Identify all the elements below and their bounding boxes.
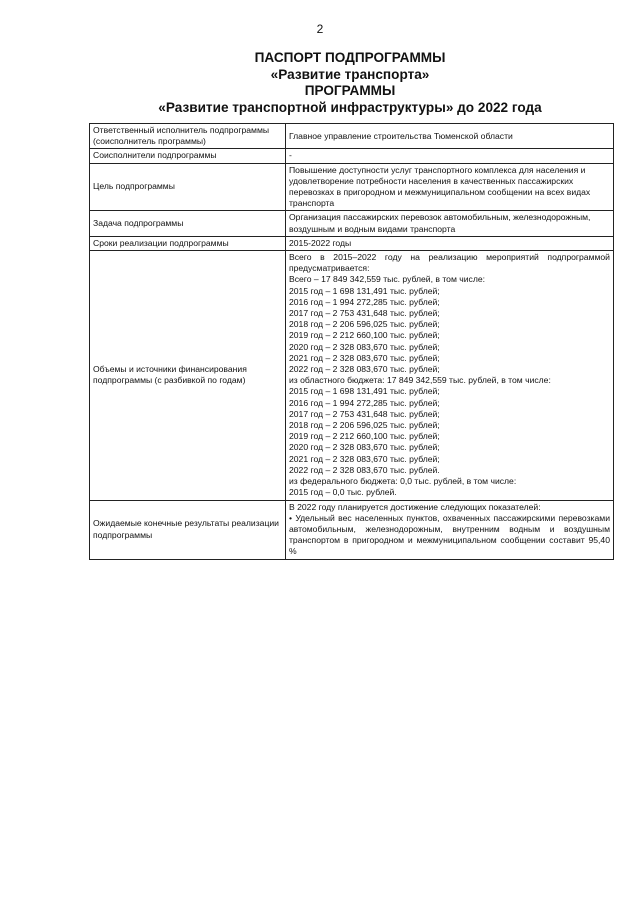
row-goal — [90, 163, 614, 211]
terms-value: 2015-2022 годы — [286, 236, 614, 250]
task-label: Задача подпрограммы — [90, 211, 286, 236]
executor-value: Главное управление строительства Тюменской области — [286, 124, 614, 149]
goal-value: Повышение доступности услуг транспортного комплекса для населения и удовлетворение потребности населения в качественных пассажирских перевозках в пригородном и межмуниципальном сообщении на всех видах транспорта — [286, 163, 614, 211]
document-title — [0, 50, 640, 116]
funding-total-year-2015: 2015 год – 1 698 131,491 тыс. рублей; — [289, 285, 440, 296]
results-intro: В 2022 году планируется достижение следующих показателей: — [289, 501, 541, 512]
funding-value — [286, 251, 614, 500]
title-line-2: «Развитие транспорта» — [270, 66, 430, 82]
funding-regional-year-2022: 2022 год – 2 328 083,670 тыс. рублей. — [289, 464, 440, 475]
results-bullet: • Удельный вес населенных пунктов, охваченных пассажирскими перевозками автомобильным, железнодорожным, внутренним водным и воздушным транспортом в пригородном и межмуниципальном сообщении составит 95,40 % — [289, 512, 610, 557]
funding-regional-year-2020: 2020 год – 2 328 083,670 тыс. рублей; — [289, 442, 440, 453]
funding-regional-year-2021: 2021 год – 2 328 083,670 тыс. рублей; — [289, 453, 440, 464]
row-funding — [90, 251, 614, 500]
funding-total-year-2016: 2016 год – 1 994 272,285 тыс. рублей; — [289, 296, 440, 307]
funding-regional-year-2016: 2016 год – 1 994 272,285 тыс. рублей; — [289, 397, 440, 408]
passport-table — [89, 123, 614, 560]
coexecutors-label: Соисполнители подпрограммы — [90, 149, 286, 163]
executor-label: Ответственный исполнитель подпрограммы (соисполнитель программы) — [90, 124, 286, 149]
goal-label: Цель подпрограммы — [90, 163, 286, 211]
row-task — [90, 211, 614, 236]
funding-regional-year-2018: 2018 год – 2 206 596,025 тыс. рублей; — [289, 420, 440, 431]
results-value — [286, 500, 614, 559]
funding-federal: из федерального бюджета: 0,0 тыс. рублей, в том числе: — [289, 476, 517, 487]
title-line-3: ПРОГРАММЫ — [304, 83, 396, 98]
funding-federal-year-2015: 2015 год – 0,0 тыс. рублей. — [289, 487, 397, 498]
title-line-1: ПАСПОРТ ПОДПРОГРАММЫ — [254, 50, 446, 65]
page-number: 2 — [316, 22, 324, 36]
title-line-4: «Развитие транспортной инфраструктуры» до 2022 года — [158, 99, 542, 115]
funding-total-year-2019: 2019 год – 2 212 660,100 тыс. рублей; — [289, 330, 440, 341]
coexecutors-value: - — [286, 149, 614, 163]
funding-total-year-2021: 2021 год – 2 328 083,670 тыс. рублей; — [289, 352, 440, 363]
funding-regional-year-2017: 2017 год – 2 753 431,648 тыс. рублей; — [289, 408, 440, 419]
results-label: Ожидаемые конечные результаты реализации подпрограммы — [90, 500, 286, 559]
row-executor — [90, 124, 614, 149]
terms-label: Сроки реализации подпрограммы — [90, 236, 286, 250]
funding-intro: Всего в 2015–2022 году на реализацию мероприятий подпрограммой предусматривается: — [289, 252, 610, 274]
row-terms — [90, 236, 614, 250]
row-coexecutors — [90, 149, 614, 163]
funding-total-year-2018: 2018 год – 2 206 596,025 тыс. рублей; — [289, 319, 440, 330]
funding-label: Объемы и источники финансирования подпрограммы (с разбивкой по годам) — [90, 251, 286, 500]
funding-regional: из областного бюджета: 17 849 342,559 тыс. рублей, в том числе: — [289, 375, 551, 386]
funding-regional-year-2019: 2019 год – 2 212 660,100 тыс. рублей; — [289, 431, 440, 442]
task-value: Организация пассажирских перевозок автомобильным, железнодорожным, воздушным и водным видами транспорта — [286, 211, 614, 236]
funding-total-year-2020: 2020 год – 2 328 083,670 тыс. рублей; — [289, 341, 440, 352]
row-results — [90, 500, 614, 559]
funding-regional-year-2015: 2015 год – 1 698 131,491 тыс. рублей; — [289, 386, 440, 397]
funding-total: Всего – 17 849 342,559 тыс. рублей, в том числе: — [289, 274, 486, 285]
funding-total-year-2022: 2022 год – 2 328 083,670 тыс. рублей; — [289, 364, 440, 375]
funding-total-year-2017: 2017 год – 2 753 431,648 тыс. рублей; — [289, 308, 440, 319]
